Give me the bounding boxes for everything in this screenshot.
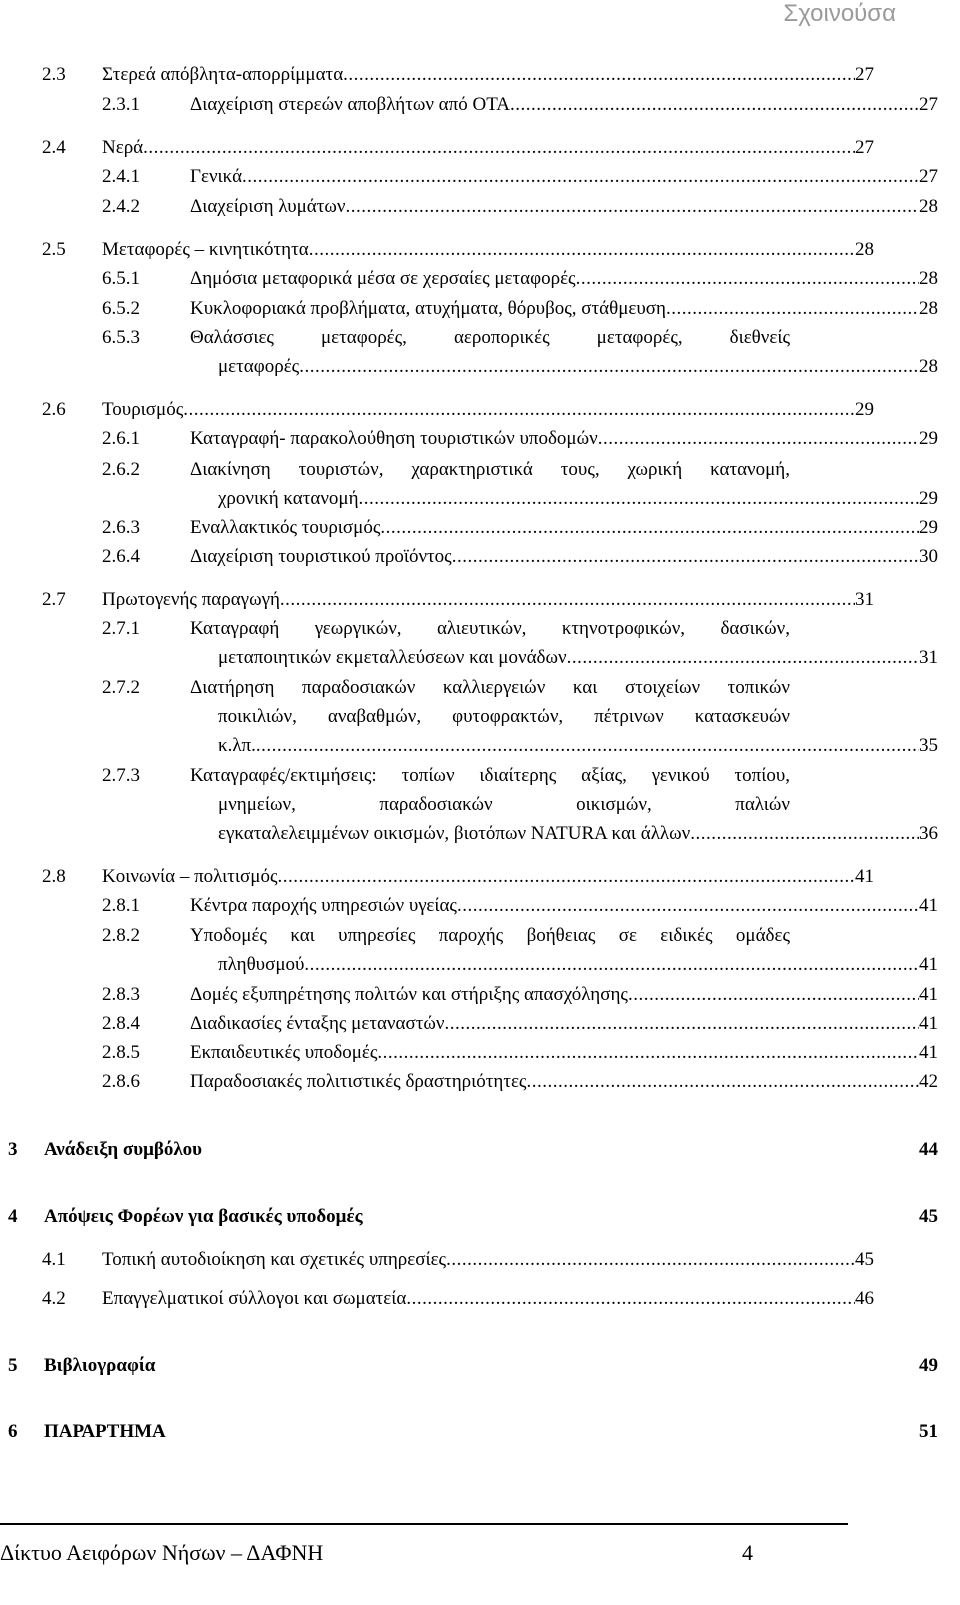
toc-leader-dots: [446, 1245, 855, 1275]
toc-entry[interactable]: [102, 1009, 938, 1039]
toc-entry-number: 2.6.1: [102, 428, 140, 449]
toc-entry-title: Διακίνηση τουριστών, χαρακτηριστικά τους, χωρική κατανομή,: [190, 459, 790, 480]
toc-entry-page: 44: [919, 1139, 938, 1160]
toc-entry-title: Εναλλακτικός τουρισμός: [190, 517, 381, 538]
toc-entry[interactable]: [8, 1135, 938, 1165]
toc-entry[interactable]: [102, 294, 938, 324]
toc-entry-page: 27: [855, 137, 874, 158]
toc-entry[interactable]: [102, 1067, 938, 1097]
toc-entry[interactable]: [102, 673, 790, 703]
toc-entry-number: 2.7.2: [102, 677, 140, 698]
toc-entry-page: 29: [919, 488, 938, 509]
toc-entry-continuation: [218, 790, 790, 820]
toc-leader-dots: [143, 133, 855, 163]
toc-entry-title: Εκπαιδευτικές υποδομές: [190, 1042, 378, 1063]
toc-entry[interactable]: [102, 891, 938, 921]
toc-entry-number: 6.5.2: [102, 298, 140, 319]
toc-leader-dots: [452, 542, 919, 572]
toc-leader-dots: [690, 819, 919, 849]
toc-entry-title: Τοπική αυτοδιοίκηση και σχετικές υπηρεσίες: [102, 1249, 447, 1270]
toc-entry-title: ΠΑΡΑΡΤΗΜΑ: [44, 1421, 166, 1442]
toc-leader-dots: [510, 90, 919, 120]
toc-leader-dots: [377, 1038, 919, 1068]
toc-entry-title: Θαλάσσιες μεταφορές, αεροπορικές μεταφορές, διεθνείς: [190, 327, 790, 348]
toc-entry[interactable]: [42, 60, 874, 90]
toc-entry[interactable]: [102, 424, 938, 454]
toc-entry-page: 36: [919, 823, 938, 844]
toc-entry[interactable]: [42, 395, 874, 425]
toc-entry-number: 2.5: [42, 239, 66, 260]
toc-entry-title: Δημόσια μεταφορικά μέσα σε χερσαίες μεταφορές: [190, 268, 576, 289]
toc-entry[interactable]: [42, 585, 874, 615]
toc-entry-number: 6.5.1: [102, 268, 140, 289]
toc-entry-number: 4.2: [42, 1288, 66, 1309]
toc-entry-title-cont: χρονική κατανομή: [218, 488, 359, 509]
toc-entry-page: 28: [919, 356, 938, 377]
toc-leader-dots: [309, 235, 855, 265]
toc-entry-title: Υποδομές και υπηρεσίες παροχής βοήθειας σε ειδικές ομάδες: [190, 925, 790, 946]
toc-entry-continuation: [218, 731, 938, 761]
toc-entry-page: 45: [919, 1206, 938, 1227]
toc-entry-page: 41: [919, 984, 938, 1005]
toc-entry-page: 30: [919, 546, 938, 567]
toc-entry-title-cont: πληθυσμού: [218, 954, 305, 975]
toc-entry-number: 2.8.2: [102, 925, 140, 946]
toc-entry-title: Παραδοσιακές πολιτιστικές δραστηριότητες: [190, 1071, 527, 1092]
toc-entry-page: 29: [919, 517, 938, 538]
toc-entry-title: Καταγραφή- παρακολούθηση τουριστικών υποδομών: [190, 428, 598, 449]
toc-entry-title: Δομές εξυπηρέτησης πολιτών και στήριξης απασχόλησης: [190, 984, 628, 1005]
toc-entry-number: 6.5.3: [102, 327, 140, 348]
toc-entry-title: Νερά: [102, 137, 144, 158]
toc-entry-title-cont: κ.λπ.: [218, 735, 256, 756]
toc-leader-dots: [628, 980, 919, 1010]
toc-leader-dots: [380, 513, 919, 543]
toc-entry-number: 4: [8, 1206, 18, 1227]
toc-entry[interactable]: [42, 133, 874, 163]
toc-entry-number: 2.6: [42, 399, 66, 420]
toc-leader-dots: [406, 1284, 855, 1314]
toc-leader-dots: [576, 264, 919, 294]
toc-entry-title: Διαχείριση τουριστικού προϊόντος: [190, 546, 452, 567]
toc-entry-title-cont: μεταφορές: [218, 356, 300, 377]
toc-entry[interactable]: [42, 235, 874, 265]
toc-entry-title: Μεταφορές – κινητικότητα: [102, 239, 309, 260]
toc-entry-number: 2.8.1: [102, 895, 140, 916]
toc-entry[interactable]: [8, 1417, 938, 1447]
toc-entry[interactable]: [102, 513, 938, 543]
toc-entry-page: 28: [919, 268, 938, 289]
toc-entry-title: Επαγγελματικοί σύλλογοι και σωματεία: [102, 1288, 407, 1309]
footer-network-name: Δίκτυο Αειφόρων Νήσων – ΔΑΦΝΗ: [0, 1540, 324, 1565]
toc-entry-page: 45: [855, 1249, 874, 1270]
toc-entry-page: 41: [855, 866, 874, 887]
running-title: Σχοινούσα: [783, 0, 896, 27]
toc-entry-title: Βιβλιογραφία: [44, 1355, 156, 1376]
toc-entry-page: 27: [919, 94, 938, 115]
toc-entry[interactable]: [42, 1284, 874, 1314]
toc-entry-continuation: [218, 819, 938, 849]
toc-entry-continuation: [218, 352, 938, 382]
toc-entry-title: Κοινωνία – πολιτισμός: [102, 866, 278, 887]
toc-entry-title: Γενικά: [190, 166, 243, 187]
toc-entry[interactable]: [102, 264, 938, 294]
toc-leader-dots: [256, 731, 919, 761]
toc-entry-number: 2.8.6: [102, 1071, 140, 1092]
toc-entry-number: 2.3: [42, 64, 66, 85]
toc-entry-page: 29: [855, 399, 874, 420]
toc-entry-page: 42: [919, 1071, 938, 1092]
toc-entry-title: Πρωτογενής παραγωγή: [102, 589, 280, 610]
toc-entry-number: 5: [8, 1355, 18, 1376]
toc-entry[interactable]: [102, 761, 790, 791]
toc-entry-number: 3: [8, 1139, 18, 1160]
toc-entry[interactable]: [102, 323, 790, 353]
toc-entry-number: 2.7.3: [102, 765, 140, 786]
toc-leader-dots: [359, 484, 919, 514]
toc-entry-number: 2.6.3: [102, 517, 140, 538]
toc-entry-number: 2.8.5: [102, 1042, 140, 1063]
toc-entry-page: 51: [919, 1421, 938, 1442]
toc-entry-title-cont: εγκαταλελειμμένων οικισμών, βιοτόπων NATURA και άλλων: [218, 823, 691, 844]
toc-entry[interactable]: [42, 1245, 874, 1275]
footer-page-number: 4: [742, 1540, 753, 1565]
toc-entry-page: 41: [919, 954, 938, 975]
toc-entry-page: 31: [855, 589, 874, 610]
toc-entry-title: Διαχείριση λυμάτων: [190, 196, 346, 217]
toc-entry[interactable]: [102, 542, 938, 572]
toc-entry-page: 28: [855, 239, 874, 260]
toc-entry[interactable]: [8, 1351, 938, 1381]
toc-leader-dots: [666, 294, 919, 324]
toc-entry-number: 2.6.2: [102, 459, 140, 480]
toc-entry-title: Ανάδειξη συμβόλου: [44, 1139, 203, 1160]
toc-entry-number: 2.8.3: [102, 984, 140, 1005]
toc-entry-title: Τουρισμός: [102, 399, 184, 420]
toc-leader-dots: [304, 950, 919, 980]
toc-leader-dots: [598, 424, 919, 454]
toc-entry-number: 4.1: [42, 1249, 66, 1270]
toc-entry-number: 2.8.4: [102, 1013, 140, 1034]
toc-entry[interactable]: [102, 1038, 938, 1068]
toc-entry-page: 28: [919, 298, 938, 319]
toc-entry[interactable]: [102, 192, 938, 222]
toc-entry-title: Διαχείριση στερεών αποβλήτων από ΟΤΑ: [190, 94, 510, 115]
toc-entry-number: 2.7: [42, 589, 66, 610]
toc-entry-page: 41: [919, 895, 938, 916]
toc-entry[interactable]: [102, 921, 790, 951]
toc-leader-dots: [280, 585, 855, 615]
toc-entry-page: 49: [919, 1355, 938, 1376]
toc-entry[interactable]: [42, 862, 874, 892]
toc-entry-number: 2.3.1: [102, 94, 140, 115]
toc-entry[interactable]: [102, 90, 938, 120]
toc-leader-dots: [277, 862, 855, 892]
toc-entry-title-cont: μεταποιητικών εκμεταλλεύσεων και μονάδων: [218, 647, 567, 668]
toc-entry-continuation: [218, 702, 790, 732]
toc-entry-number: 2.4: [42, 137, 66, 158]
toc-entry-title: Καταγραφή γεωργικών, αλιευτικών, κτηνοτροφικών, δασικών,: [190, 618, 790, 639]
toc-entry-title: Στερεά απόβλητα-απορρίμματα: [102, 64, 344, 85]
toc-leader-dots: [183, 395, 855, 425]
toc-entry-page: 31: [919, 647, 938, 668]
toc-leader-dots: [299, 352, 919, 382]
toc-entry[interactable]: [102, 980, 938, 1010]
toc-entry[interactable]: [8, 1202, 938, 1232]
toc-entry-number: 2.4.2: [102, 196, 140, 217]
toc-entry-title: Κυκλοφοριακά προβλήματα, ατυχήματα, θόρυβος, στάθμευση: [190, 298, 666, 319]
toc-entry-number: 2.7.1: [102, 618, 140, 639]
toc-leader-dots: [444, 1009, 919, 1039]
toc-leader-dots: [457, 891, 919, 921]
toc-entry-page: 27: [919, 166, 938, 187]
toc-entry[interactable]: [102, 614, 790, 644]
toc-leader-dots: [526, 1067, 919, 1097]
toc-entry-number: 2.4.1: [102, 166, 140, 187]
toc-entry-continuation: [218, 484, 938, 514]
toc-entry-title: Απόψεις Φορέων για βασικές υποδομές: [44, 1206, 363, 1227]
toc-entry-title: Κέντρα παροχής υπηρεσιών υγείας: [190, 895, 457, 916]
toc-entry-continuation: [218, 950, 938, 980]
toc-entry-title: Καταγραφές/εκτιμήσεις: τοπίων ιδιαίτερης αξίας, γενικού τοπίου,: [190, 765, 790, 786]
toc-leader-dots: [567, 643, 919, 673]
toc-entry-page: 46: [855, 1288, 874, 1309]
toc-entry-page: 27: [855, 64, 874, 85]
toc-entry-page: 41: [919, 1013, 938, 1034]
footer-rule: [0, 1523, 848, 1525]
toc-entry-page: 41: [919, 1042, 938, 1063]
toc-entry-page: 29: [919, 428, 938, 449]
toc-entry-page: 28: [919, 196, 938, 217]
toc-leader-dots: [345, 192, 919, 222]
toc-entry[interactable]: [102, 455, 790, 485]
toc-leader-dots: [242, 162, 919, 192]
toc-entry-number: 2.6.4: [102, 546, 140, 567]
toc-entry-page: 35: [919, 735, 938, 756]
toc-entry[interactable]: [102, 162, 938, 192]
toc-entry-title-cont: ποικιλιών, αναβαθμών, φυτοφρακτών, πέτρινων κατασκευών: [218, 706, 790, 727]
toc-entry-number: 6: [8, 1421, 18, 1442]
toc-entry-title: Διαδικασίες ένταξης μεταναστών: [190, 1013, 445, 1034]
toc-entry-continuation: [218, 643, 938, 673]
toc-entry-title: Διατήρηση παραδοσιακών καλλιεργειών και στοιχείων τοπικών: [190, 677, 790, 698]
toc-entry-number: 2.8: [42, 866, 66, 887]
toc-leader-dots: [343, 60, 855, 90]
toc-entry-title-cont: μνημείων, παραδοσιακών οικισμών, παλιών: [218, 794, 790, 815]
